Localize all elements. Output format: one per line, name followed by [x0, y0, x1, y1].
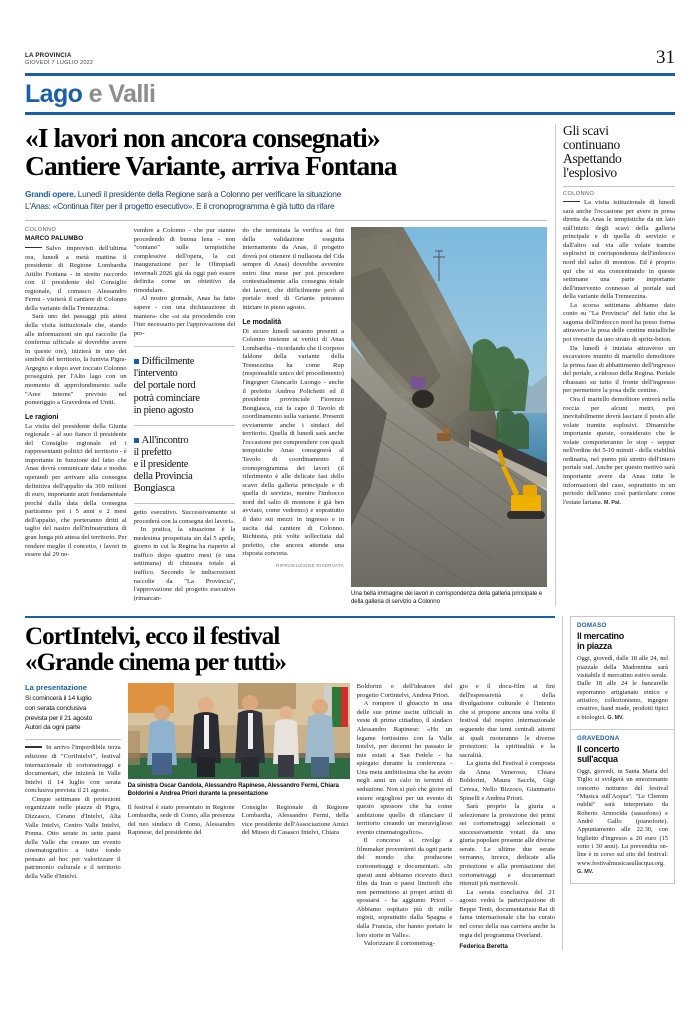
pullquote-1 — [134, 356, 236, 417]
brief-2-kicker: GRAVEDONA — [577, 734, 620, 742]
brief-1-body: Oggi, giovedì, dalle 18 alle 24, nel piazzale della Madonnina sarà visitabile il mercatino estivo serale. Dalle 18 alle 24 le bancarelle esporranno artigianato etnico e artistico, collezionismo, ingegno creativo, hand made, prodotti tipici e biologici. — [577, 655, 668, 721]
briefs-column — [562, 616, 675, 950]
brief-2-text — [577, 768, 668, 876]
pullquote-2-line2: il prefetto — [133, 446, 172, 458]
section-title — [25, 76, 675, 112]
second-col1-p1 — [25, 744, 121, 795]
lead-col1-p3: La visita del presidente della Giunta regionale - al suo fianco il presidente del Consiglio regionale ed i rappresentanti politici del territorio - è importante in funzione del fatto che Anas dovrà comunicare data e modus operandi per arrivare alla consegna definitiva dell'appalto da 369 milioni di euro, importante anzi fondamentale perché dalla data della consegna partiranno poi i 5 anni e 2 mesi dell'appalto, che porteranno dritti al taglio del nastro dell'infrastruttura di gran lunga più attesa del territorio. Per rendere meglio il concetto, i lavori in essere dal 29 no- — [25, 422, 127, 559]
second-headline-line1: CortIntelvi, ecco il festival — [25, 623, 280, 651]
lead-summary — [25, 189, 547, 213]
lead-headline-line2: Cantiere Variante, arriva Fontana — [25, 149, 397, 181]
divider-second-lead — [25, 739, 121, 740]
pullquote-2-line1-text: All'incontro — [141, 434, 189, 446]
side-headline-line3: Aspettando — [563, 150, 622, 166]
brief-1-title — [577, 631, 668, 651]
second-photo-block — [128, 683, 350, 950]
divider-pullquote-3 — [134, 503, 236, 504]
lead-col1-p1 — [25, 245, 127, 314]
second-lead-line2: con serata conclusiva — [25, 704, 87, 712]
dinkus-icon-2 — [25, 746, 42, 748]
second-col1-p1-text: In arrivo l'imperdibile terza edizione di "CortIntelvi", festival internazionale di cortometraggi e documentari, che inizierà in Valle Intelvi il 14 luglio con serata conclusiva prevista il 21 agosto. — [25, 744, 121, 795]
divider-section — [25, 112, 675, 115]
lead-summary-line2: L'Anas: «Continua l'iter per il progetto esecutivo». E il cronoprogramma è già tutto da rifare — [25, 200, 335, 211]
top-body — [25, 121, 675, 606]
section-title-primary: Lago — [25, 80, 83, 109]
second-headline-line2: «Grande cinema per tutti» — [25, 649, 287, 677]
lead-credit: RIPRODUZIONE RISERVATA — [275, 562, 345, 568]
lead-article-columns — [25, 227, 547, 606]
second-col4-p4: Valorizzare il cortometrag- — [363, 940, 435, 948]
lead-column-2 — [134, 227, 236, 606]
brief-1-title-line2: in piazza — [577, 641, 612, 652]
lead-col1-p2: Sarà uno dei passaggi più attesi della visita istituzionale che, stando alle informazioni sin qui raccolte (la conferma ufficiale si dovrebbe avere in queste ore), inizierà in uno dei simboli del territorio, la funivia Pigra-Argegno e dopo aver toccato Colonno proseguirà per l'Alto lago con un momento di approfondimento sulle "Aree interne" previsto nel pomeriggio a Gravedona ed Uniti. — [25, 313, 127, 407]
side-p3: Da lunedì è iniziata attraverso un escavatore munito di martello demolitore la prima fase di abbattimento dell'ingresso del portale, a ridosso della Regina. Portale ribassato su tutto il fronte dell'ingresso per permettere la posa delle centine. — [563, 344, 675, 395]
brief-2-title-line1: Il concerto — [577, 743, 620, 754]
brief-1-kicker: DOMASO — [577, 622, 607, 630]
pullquote-2-line4: della Provincia — [133, 471, 193, 483]
side-p4 — [563, 396, 675, 507]
paper-name: LA PROVINCIA — [25, 51, 72, 59]
lead-byline: MARCO PALUMBO — [25, 234, 84, 242]
dinkus-icon-side — [563, 201, 580, 203]
lead-photo — [351, 227, 547, 587]
second-article — [25, 616, 675, 950]
masthead-left — [25, 52, 93, 67]
lead-column-3 — [242, 227, 344, 606]
second-headline — [25, 624, 555, 676]
dinkus-icon — [25, 247, 42, 249]
second-col1-p2: Cinque settimane di proiezioni organizzate nelle piazze di Pigra, Dizzasco, Cerano d'Intelvi, Alta Valle Intelvi, Centro Valle Intelvi, Ponna. Otto serate in sette paesi della Valle che creano un evento cinematografico a tutto tondo pensato ad hoc per valorizzare il patrimonio culturale e il territorio della Valle d'Intelvi. — [25, 795, 121, 880]
brief-2-body: Oggi, giovedì, in Santa Maria del Tiglio si svolgerà un emozionante concerto notturno del festival "Musica sull'Acqua". "Le Chemin oublié" sarà interpretato da Roberto Armocida (sassofono) e André Gallo (pianoforte). Appuntamento alle 22.30, con biglietto d'ingresso a 20 euro (15 sotto i 30 anni). La prevendita on-line è in corso sul sito del festival: www.festivalmusicasullacqua.org. — [577, 767, 668, 867]
lead-col1-p1-text: Salvo imprevisti dell'ultima ora, lunedì a metà mattina il presidente di Regione Lombardia Attilio Fontana - in stretto raccordo con il presidente del Consiglio regionale, il comasco Alessandro Fermi - visiterà il cantiere di Colonno della variante della Tremezzina. — [25, 244, 127, 312]
side-p4-text: Ora il martello demolitore entrerà nella roccia per alcuni metri, poi inevitabilmente dovrà lasciare il posto alle volate tramite esplosivi. Dinamiche importante queste, considerato che le volate comporteranno lo stop - seppur nell'ordine dei 5-10 minuti - della viabilità ordinaria, nel punto più stretto dell'intero portale sud. Anche per questo motivo sarà importante avere da Anas tutte le informazioni del caso, soprattutto in un periodo dell'anno così particolare come l'estate lariana. — [563, 395, 675, 506]
pullquote-1-line2: l'intervento — [133, 368, 178, 380]
second-column-2 — [128, 804, 235, 838]
second-photo-caption: Da sinistra Oscar Gandola, Alessandro Rapinese, Alessandro Fermi, Chiara Boldorini e Andrea Priori durante la presentazione — [127, 782, 339, 798]
second-col4-p2: A rompere il ghiaccio in una delle sue prime uscite ufficiali in veste di primo cittadino, il sindaco Alessandro Rapinese: «Ho un legame fortissimo con la Valle Intelvi, per decenni ho passato le mie estati a San Fedele - ha spiegato durante la conferenza - Una meta ambitissima che ha avuto negli anni un calo in termini di seduzione. Non si può che gioire ed essere orgogliosi per un evento di questo spessore che ha come ambizione quello di rilanciare il territorio creando un meraviglioso evento cinematografico». — [356, 700, 453, 836]
second-article-columns — [25, 683, 555, 950]
second-photo — [128, 683, 350, 779]
lead-subhead-2: Le modalità — [242, 318, 282, 326]
second-lead-line4: Autori da ogni parte — [25, 724, 81, 732]
side-headline — [563, 124, 675, 181]
second-col5-p4: La serata conclusiva del 21 agosto vedrà la partecipazione di Beppe Tenti, documentarista Rai di fama internazionale che ha curato nel corso della sua carriera anche la regia del programma Overland. — [459, 888, 556, 939]
pullquote-2-line1 — [134, 435, 236, 447]
pullquote-2 — [134, 435, 236, 496]
brief-2-signature: G. MV. — [577, 868, 594, 875]
second-col4-p1: Boldorini e dell'ideatore del progetto Cortintelvi, Andrea Priori. — [356, 683, 453, 699]
lead-headline — [25, 121, 547, 181]
lead-col3-p2: Di sicuro lunedì saranno presenti a Colonno insieme ai vertici di Anas Lombardia - ricordando che il corposo faldone della variante della Tremezzina ha come Rup (responsabile unico del procedimento) l'ingegner Giancarlo Luongo - anche il prefetto Andrea Polichetti ed il presidente provinciale Fiorenzo Bongiasca, cui fa capo il Tavolo di coordinamento sulla variante. Presenti ovviamente anche i sindaci del territorio. Quella di lunedì sarà anche l'occasione per comprendere con quali tempistiche Anas consegnerà al Tavolo di coordinamento il cronoprogramma dei lavori (il riferimento è alle delicate fasi dello scavo della galleria principale e di quella di servizio, mentre l'imbocco nord del salto di montone è già ben avviato, come vedremo) e soprattutto il dato sui mezzi in ingresso e in uscita dal cantiere di Colonno. Richiesta, più volte sollecitata dal prefetto, che ancora attende una risposta concreta. — [242, 327, 345, 558]
second-article-main — [25, 616, 555, 950]
second-col5-p2: La giuria del Festival è composta da Anna Veneroso, Chiara Boldorini, Maura Sacchi, Gigi Ceresa, Nello Bizzoco, Gianmario Spinelli e Andrea Priori. — [459, 760, 556, 802]
divider-second-article — [25, 616, 555, 618]
brief-box-gravedona — [570, 730, 675, 884]
second-col5-p1: gio e il docu-film ai fini dell'espressività e della divulgazione culturale è l'intento che si propone ancora una volta il festival dal respiro internazionale seguendo due temi centrali attorni ai quali ruoteranno le diverse proiezioni: la spiritualità e la sacralità. — [459, 683, 556, 759]
lead-photo-caption: Una bella immagine dei lavori in corrispondenza della galleria principale e della galleria di servizio a Colonno — [351, 589, 543, 606]
divider-pullquote-1 — [134, 346, 236, 347]
second-col3-p1: Consiglio Regionale di Regione Lombardia, Alessandro Fermi, della vice presidente dell'Associazione Amici del Museo di Casasco Intelvi, Chiara — [241, 803, 349, 837]
construction-site-photo-graphic — [351, 227, 547, 587]
second-lead-line1: Si comincerà il 14 luglio — [25, 695, 92, 703]
second-col4-p3: Il concorso si rivolge a filmmaker provenienti da ogni parte del mondo che producono cortometraggi e documentari. «In questi anni abbiamo ricevuto dieci film da Iran o paesi limitrofi che non permettono ai propri artisti di spostarsi - ha aggiunto Priori - Abbiamo ospitato più di mille registi, soprattutto dalla Spagna e dalla Francia, che hanno portato le loro storie in Valle». — [356, 837, 453, 939]
lead-col3-p1: do che terminata la verifica ai fini della validazione eseguita internamente da Anas, il progetto dovrà poi ottenere il nullaosta del Cda sempre di Anas) dovrebbe avvenire entro fine mese per poi procedere contestualmente alla consegna totale dei lavori, che difficilmente però al portale nord di Griante potranno iniziare in pieno agosto. — [242, 226, 345, 312]
second-article-author: Federica Beretta — [459, 943, 508, 951]
side-headline-line1: Gli scavi — [563, 122, 609, 138]
side-article — [555, 124, 675, 606]
square-bullet-icon-2 — [134, 438, 139, 443]
side-p1-text: La visita istituzionale di lunedì sarà anche l'occasione per avere in presa diretta da Anas le tempistiche da un lato sull'inizio degli scavi della galleria principale e di quella di servizio e dall'altro sul via alle volate tramite esplosivi in corrispondenza dell'imbocco nord del salto di montose. Ed è proprio qui che si sta concentrando in queste settimane una parte importante dell'intervento connesso al portale sud della variante della Tremezzina. — [563, 199, 675, 301]
pullquote-2-line5: Bongiasca — [133, 483, 175, 495]
pullquote-1-line5: in pieno agosto — [133, 404, 194, 416]
second-column-5 — [459, 683, 555, 950]
second-column-4 — [357, 683, 453, 950]
side-kicker: COLONNO — [563, 191, 595, 198]
lead-summary-label: Grandi opere. — [25, 188, 76, 199]
side-headline-line2: continuano — [563, 136, 620, 152]
second-lead-line3: prevista per il 21 agosto — [25, 714, 93, 722]
second-col2-p1: Il festival è stato presentato in Regione Lombardia, sede di Como, alla presenza del neo sindaco di Como, Alessandro Rapinese, del presidente del — [127, 803, 235, 837]
lead-col2-p3: getto esecutivo. Successivamente si procederà con la consegna dei lavori». — [133, 509, 236, 525]
lead-column-1 — [25, 227, 127, 606]
second-column-1 — [25, 683, 121, 950]
brief-2-title — [577, 744, 668, 764]
pullquote-1-line4: potrà cominciare — [133, 392, 200, 404]
lead-headline-line1: «I lavori non ancora consegnati» — [25, 121, 380, 153]
lead-kicker: COLONNO — [25, 226, 57, 233]
lead-subhead-1: Le ragioni — [25, 413, 59, 421]
second-lead-title: La presentazione — [25, 683, 88, 693]
page-number: 31 — [656, 47, 675, 68]
side-p1 — [563, 199, 675, 302]
lead-photo-column — [351, 227, 547, 606]
publication-date: GIOVEDÌ 7 LUGLIO 2022 — [25, 59, 94, 66]
pullquote-1-line3: del portale nord — [133, 380, 196, 392]
side-p2: La scorsa settimana abbiamo dato conto su "La Provincia" del fatto che la sagoma dell'imbocco nord ha preso forma attraverso la posa delle centine metalliche poi rivestite da uno strato di spritz-beton. — [563, 301, 675, 344]
second-lead-text — [25, 694, 121, 733]
masthead — [25, 0, 675, 66]
second-subcolumns — [128, 804, 350, 838]
lead-col2-p4: In pratica, la situazione è la medesima prospettata sin dal 5 aprile, giorno in cui la Regina ha riaperto al traffico dopo quattro mesi (e una settimana) di chiusura totale al traffico. Secondo le indiscrezioni raccolte da "La Provincia", l'approvazione del progetto esecutivo (rimarcan- — [133, 526, 236, 602]
pullquote-1-line1-text: Difficilmente — [141, 355, 195, 367]
brief-box-domaso — [570, 616, 675, 730]
side-headline-line4: l'esplosivo — [563, 165, 617, 181]
lead-summary-line1-text: Lunedì il presidente della Regione sarà a Colonno per verificare la situazione — [75, 188, 341, 199]
second-col5-p3: Sarà proprio la giuria a selezionare la proiezione dei primi sei cortometraggi selezionati e successivamente votati da una giuria popolare presente alle diverse serate. Le ultime due serate verranno, invece, dedicate alla proiezione e alla premiazione dei cortometraggi e documentari ritenuti più meritevoli. — [459, 803, 556, 888]
divider-side — [563, 186, 675, 187]
divider-pullquote-2 — [134, 425, 236, 426]
group-photo-graphic — [128, 683, 350, 779]
pullquote-1-line1 — [134, 356, 236, 368]
brief-1-signature: G. MV. — [607, 714, 624, 721]
lead-col2-p2: Al nostro giornale, Anas ha fatto sapere - con una dichiarazione di maniera- che «si sta procedendo con l'iter necessario per l'approvazione del pro- — [133, 295, 236, 337]
brief-2-title-line2: sull'acqua — [577, 753, 618, 764]
divider-summary — [25, 220, 547, 221]
brief-1-title-line1: Il mercatino — [577, 631, 624, 642]
pullquote-2-line3: e il presidente — [133, 458, 189, 470]
section-title-secondary: e Valli — [82, 80, 156, 109]
lead-col2-p1: vembre a Colonno - che pur stanno procedendo di buona lena - non "contano" sulle tempistiche complessive dell'opera, la cui inaugurazione per le Olimpiadi invernali 2026 già da oggi può essere definita come un obiettivo da rimodulare. — [133, 226, 236, 294]
lead-article — [25, 121, 555, 606]
second-column-3 — [242, 804, 349, 838]
side-signature: M. Pal. — [603, 499, 621, 506]
square-bullet-icon — [134, 359, 139, 364]
lead-summary-line1 — [25, 189, 547, 201]
brief-1-text — [577, 655, 668, 722]
